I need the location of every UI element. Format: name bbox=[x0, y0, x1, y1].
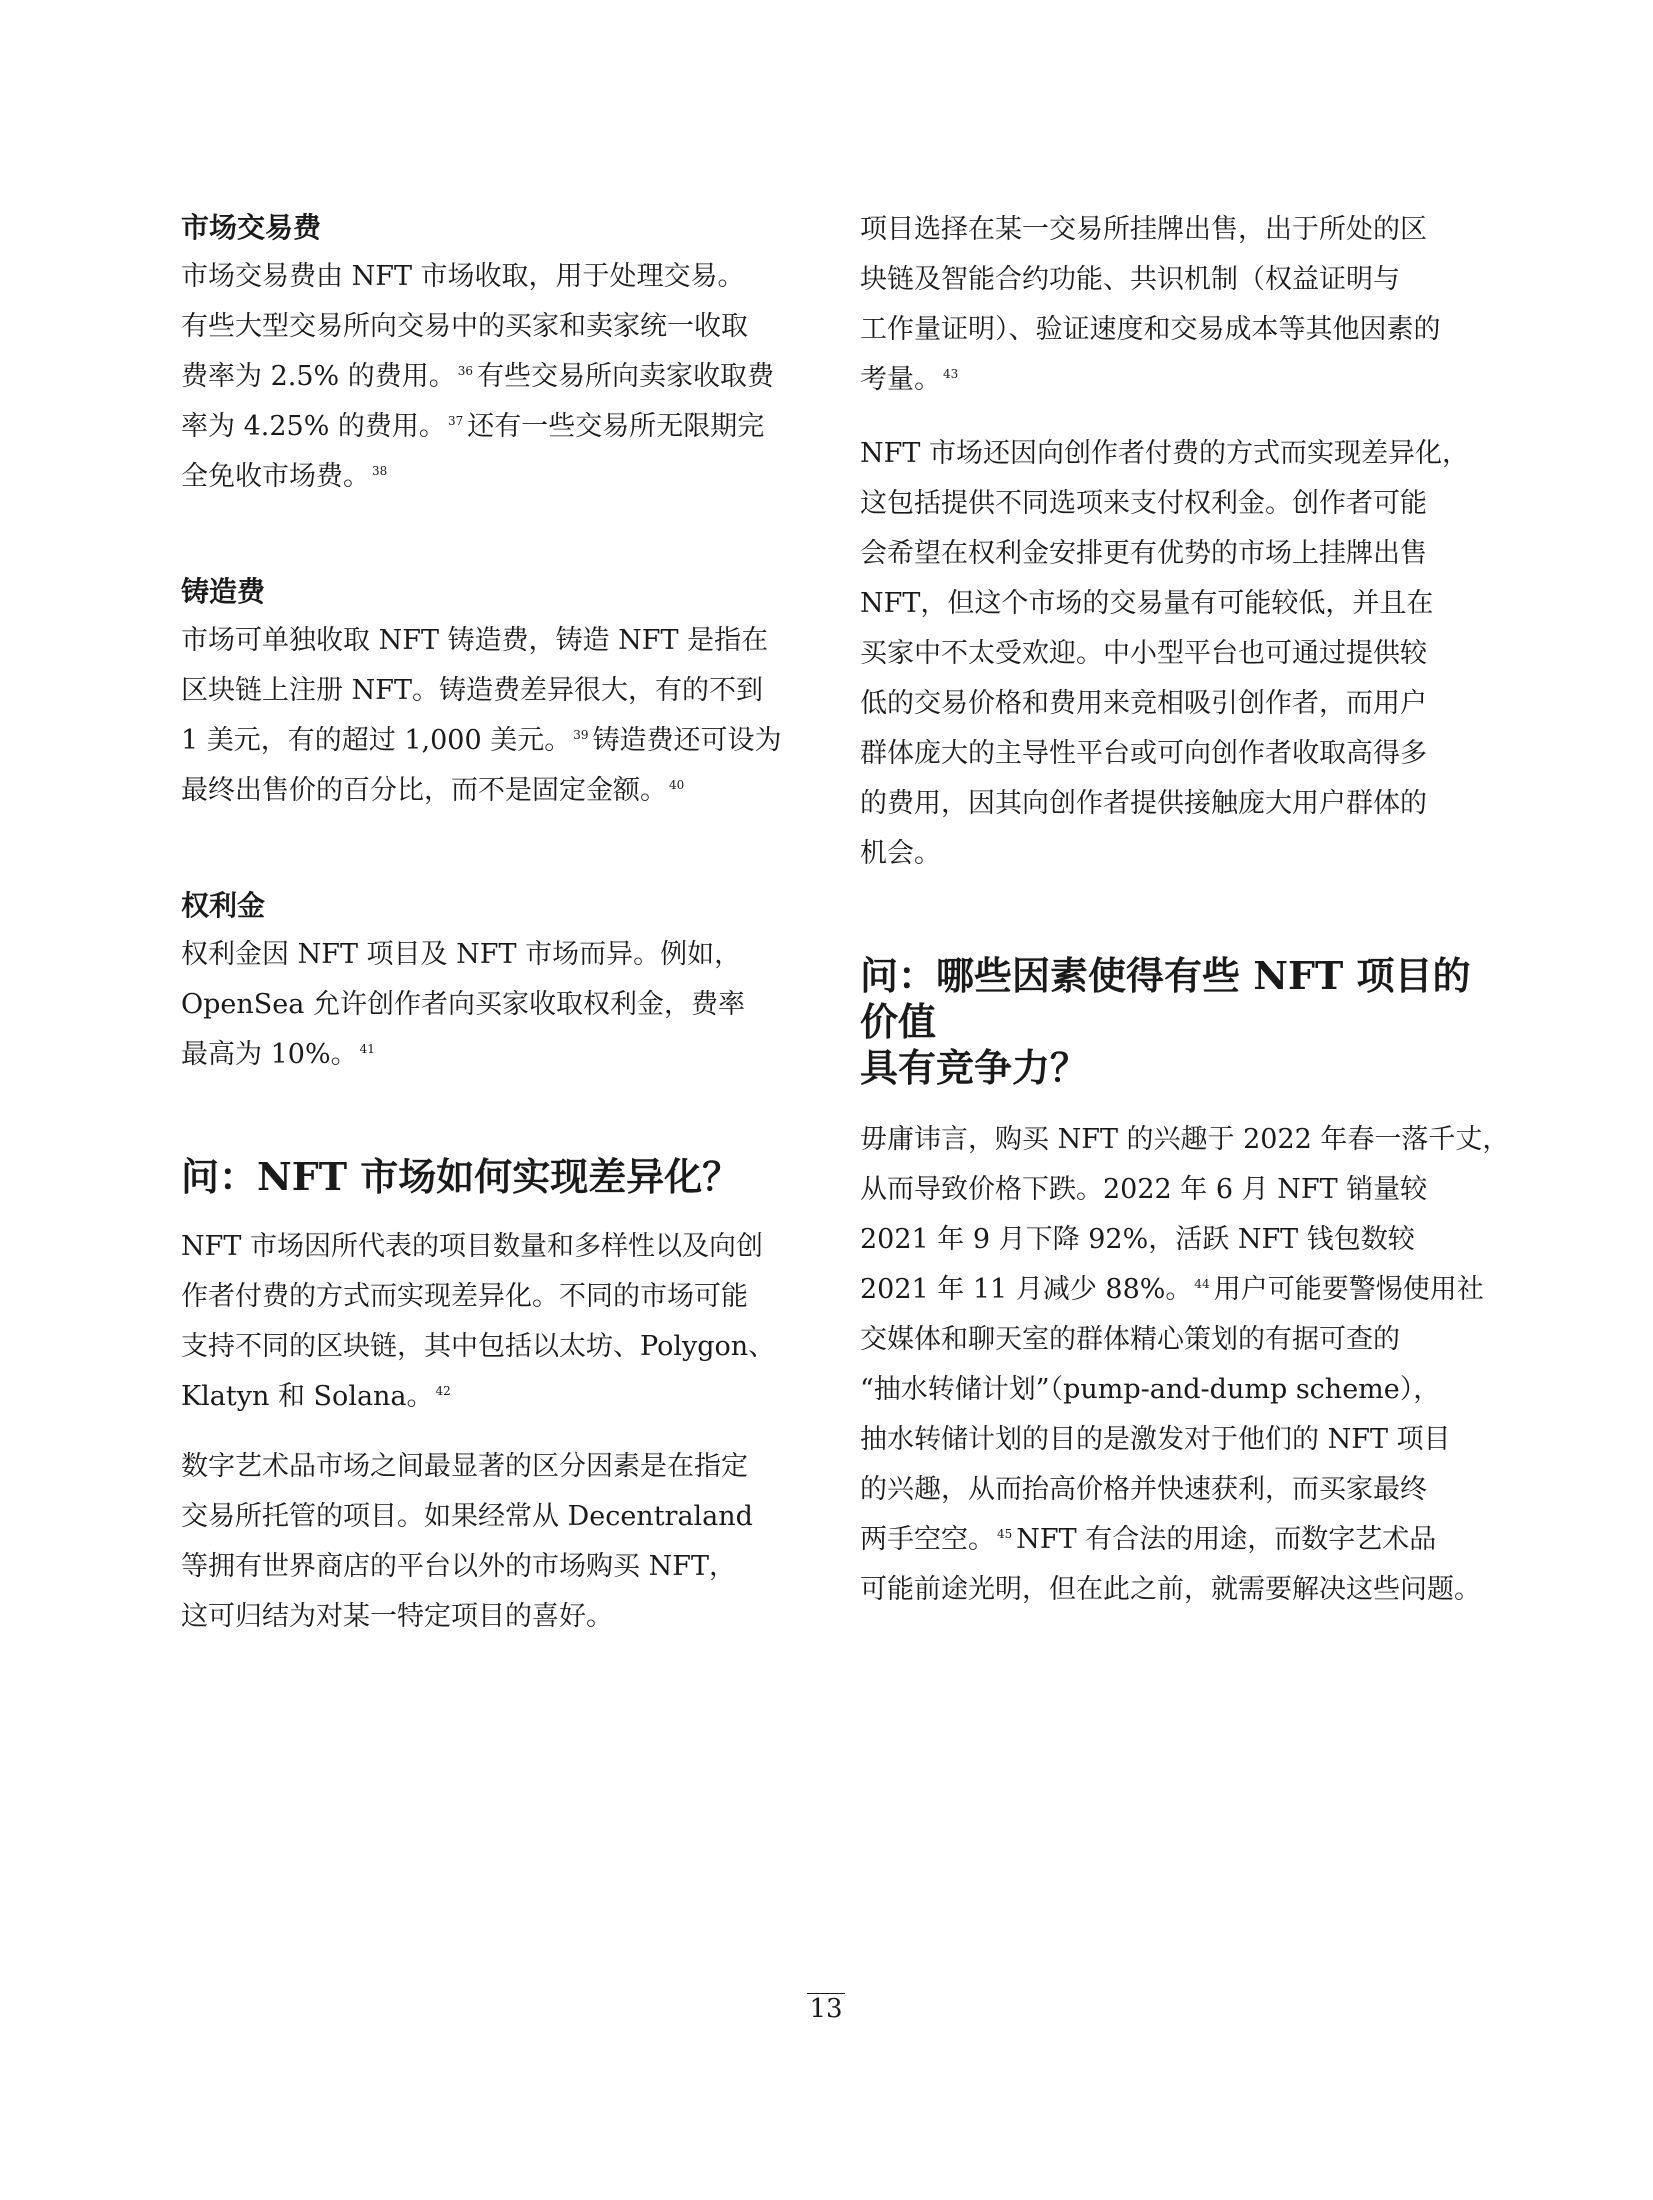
text-line bbox=[860, 779, 1490, 829]
text-line bbox=[181, 1272, 786, 1322]
text-run: 买家中不太受欢迎。中小型平台也可通过提供较 bbox=[860, 638, 1427, 669]
text-line bbox=[181, 1322, 786, 1372]
text-run: 支持不同的区块链，其中包括以太坊、Polygon、 bbox=[181, 1331, 776, 1362]
text-run: 项目选择在某一交易所挂牌出售，出于所处的区 bbox=[860, 214, 1427, 245]
text-line bbox=[181, 352, 786, 402]
text-line bbox=[181, 980, 786, 1030]
section-competitive-value bbox=[860, 953, 1510, 1615]
paragraph-differentiation-2 bbox=[181, 1442, 786, 1642]
text-run: 这包括提供不同选项来支付权利金。创作者可能 bbox=[860, 488, 1427, 519]
paragraph-royalties bbox=[181, 930, 786, 1080]
footnote-marker: 43 bbox=[943, 367, 959, 381]
footnote-marker: 44 bbox=[1194, 1277, 1210, 1291]
text-run: 数字艺术品市场之间最显著的区分因素是在指定 bbox=[181, 1451, 748, 1482]
text-line bbox=[181, 1222, 786, 1272]
text-run: 工作量证明）、验证速度和交易成本等其他因素的 bbox=[860, 314, 1441, 345]
text-line bbox=[181, 1592, 786, 1642]
text-run: 机会。 bbox=[860, 838, 941, 869]
text-line bbox=[181, 930, 786, 980]
text-run: 考量。 bbox=[860, 364, 941, 395]
text-run: NFT 有合法的用途，而数字艺术品 bbox=[1016, 1524, 1437, 1555]
paragraph-listing-lines bbox=[860, 205, 1490, 405]
text-line bbox=[860, 355, 1490, 405]
text-run: 可能前途光明，但在此之前，就需要解决这些问题。 bbox=[860, 1574, 1481, 1605]
paragraph-marketplace-fees bbox=[181, 252, 786, 502]
text-run: NFT 市场因所代表的项目数量和多样性以及向创 bbox=[181, 1231, 763, 1262]
text-run: 率为 4.25% 的费用。 bbox=[181, 411, 446, 442]
text-run: OpenSea 允许创作者向买家收取权利金，费率 bbox=[181, 989, 745, 1020]
text-run: 交媒体和聊天室的群体精心策划的有据可查的 bbox=[860, 1324, 1400, 1355]
text-line bbox=[860, 679, 1490, 729]
text-line bbox=[860, 1565, 1490, 1615]
text-run: 等拥有世界商店的平台以外的市场购买 NFT， bbox=[181, 1551, 736, 1582]
text-run: 的兴趣，从而抬高价格并快速获利，而买家最终 bbox=[860, 1474, 1427, 1505]
text-run: 有些大型交易所向交易中的买家和卖家统一收取 bbox=[181, 311, 748, 342]
footnote-marker: 36 bbox=[457, 364, 474, 378]
text-run: 市场交易费由 NFT 市场收取，用于处理交易。 bbox=[181, 261, 745, 292]
section-differentiation bbox=[181, 1154, 786, 1642]
text-line bbox=[860, 255, 1490, 305]
subheading-minting-fees: 铸造费 bbox=[181, 575, 266, 608]
text-line bbox=[181, 1442, 786, 1492]
text-run: 最终出售价的百分比，而不是固定金额。 bbox=[181, 775, 667, 806]
footnote-marker: 40 bbox=[669, 778, 685, 792]
subheading-marketplace-fees: 市场交易费 bbox=[181, 211, 322, 244]
text-line bbox=[181, 666, 786, 716]
footnote-marker: 42 bbox=[435, 1384, 451, 1398]
text-line bbox=[860, 629, 1490, 679]
paragraph-competitive-value bbox=[860, 1115, 1510, 1615]
text-run: 抽水转储计划的目的是激发对于他们的 NFT 项目 bbox=[860, 1424, 1451, 1455]
paragraph-differentiation-1 bbox=[181, 1222, 786, 1422]
text-run: 作者付费的方式而实现差异化。不同的市场可能 bbox=[181, 1281, 748, 1312]
text-line bbox=[860, 729, 1490, 779]
paragraph-creator-payments bbox=[860, 429, 1490, 879]
text-run: 1 美元，有的超过 1,000 美元。 bbox=[181, 725, 572, 756]
text-line bbox=[860, 1515, 1490, 1565]
footnote-marker: 38 bbox=[372, 464, 388, 478]
paragraph-creator-lines bbox=[860, 429, 1490, 879]
footnote-marker: 41 bbox=[359, 1042, 375, 1056]
text-line bbox=[860, 829, 1490, 879]
text-line bbox=[181, 1492, 786, 1542]
text-line bbox=[860, 205, 1490, 255]
text-run: NFT，但这个市场的交易量有可能较低，并且在 bbox=[860, 588, 1434, 619]
text-run: “抽水转储计划”（pump-and-dump scheme）， bbox=[860, 1374, 1441, 1405]
text-run: 最高为 10%。 bbox=[181, 1039, 358, 1070]
text-run: 2021 年 9 月下降 92%，活跃 NFT 钱包数较 bbox=[860, 1224, 1415, 1255]
text-run: 从而导致价格下跌。2022 年 6 月 NFT 销量较 bbox=[860, 1174, 1428, 1205]
text-run: 低的交易价格和费用来竞相吸引创作者，而用户 bbox=[860, 688, 1427, 719]
text-run: 全免收市场费。 bbox=[181, 461, 370, 492]
text-line bbox=[181, 1542, 786, 1592]
text-line bbox=[860, 529, 1490, 579]
text-line bbox=[860, 479, 1490, 529]
question-heading-value-line1: 问：哪些因素使得有些 NFT 项目的价值 bbox=[860, 953, 1471, 1044]
text-run: 权利金因 NFT 项目及 NFT 市场而异。例如， bbox=[181, 939, 742, 970]
page-number-text: 13 bbox=[809, 1994, 843, 2024]
text-line bbox=[860, 1215, 1490, 1265]
text-run: NFT 市场还因向创作者付费的方式而实现差异化， bbox=[860, 438, 1469, 469]
text-line bbox=[181, 766, 786, 816]
text-line bbox=[181, 452, 786, 502]
paragraph-minting-fees bbox=[181, 616, 786, 816]
text-line bbox=[181, 1372, 786, 1422]
text-run: 还有一些交易所无限期完 bbox=[467, 411, 765, 442]
text-line bbox=[860, 1365, 1490, 1415]
text-line bbox=[860, 1465, 1490, 1515]
text-run: 用户可能要警惕使用社 bbox=[1213, 1274, 1484, 1305]
text-run: 区块链上注册 NFT。铸造费差异很大，有的不到 bbox=[181, 675, 763, 706]
section-minting-fees bbox=[181, 574, 786, 816]
footnote-marker: 37 bbox=[447, 414, 464, 428]
text-line bbox=[860, 1115, 1510, 1165]
text-run: 这可归结为对某一特定项目的喜好。 bbox=[181, 1601, 613, 1632]
text-run: 群体庞大的主导性平台或可向创作者收取高得多 bbox=[860, 738, 1427, 769]
footnote-marker: 45 bbox=[997, 1527, 1013, 1541]
text-line bbox=[181, 252, 786, 302]
text-line bbox=[181, 1030, 786, 1080]
text-line bbox=[181, 402, 786, 452]
text-run: 有些交易所向卖家收取费 bbox=[477, 361, 775, 392]
text-run: 铸造费还可设为 bbox=[592, 725, 782, 756]
question-heading-differentiation: 问：NFT 市场如何实现差异化？ bbox=[181, 1154, 741, 1199]
text-line bbox=[860, 1165, 1490, 1215]
text-run: 2021 年 11 月减少 88%。 bbox=[860, 1274, 1193, 1305]
footnote-marker: 39 bbox=[573, 728, 589, 742]
text-run: 会希望在权利金安排更有优势的市场上挂牌出售 bbox=[860, 538, 1427, 569]
text-run: 市场可单独收取 NFT 铸造费，铸造 NFT 是指在 bbox=[181, 625, 769, 656]
text-line bbox=[181, 716, 786, 766]
text-run: 两手空空。 bbox=[860, 1524, 995, 1555]
section-marketplace-fees bbox=[181, 210, 786, 502]
text-line bbox=[181, 616, 786, 666]
text-line bbox=[860, 579, 1490, 629]
text-line bbox=[860, 1415, 1490, 1465]
text-run: 块链及智能合约功能、共识机制（权益证明与 bbox=[860, 264, 1400, 295]
question-heading-value-line2: 具有竞争力？ bbox=[860, 1045, 1089, 1090]
page-number bbox=[776, 1993, 876, 2025]
text-run: 毋庸讳言，购买 NFT 的兴趣于 2022 年春一落千丈， bbox=[860, 1124, 1510, 1155]
text-run: 交易所托管的项目。如果经常从 Decentraland bbox=[181, 1501, 753, 1532]
text-line bbox=[181, 302, 786, 352]
subheading-royalties: 权利金 bbox=[181, 889, 266, 922]
text-run: 的费用，因其向创作者提供接触庞大用户群体的 bbox=[860, 788, 1427, 819]
text-line bbox=[860, 1265, 1490, 1315]
text-line bbox=[860, 429, 1490, 479]
text-line bbox=[860, 1315, 1490, 1365]
paragraph-listing-considerations bbox=[860, 205, 1490, 405]
section-royalties bbox=[181, 888, 786, 1080]
text-line bbox=[860, 305, 1490, 355]
text-run: Klatyn 和 Solana。 bbox=[181, 1381, 434, 1412]
text-run: 费率为 2.5% 的费用。 bbox=[181, 361, 456, 392]
